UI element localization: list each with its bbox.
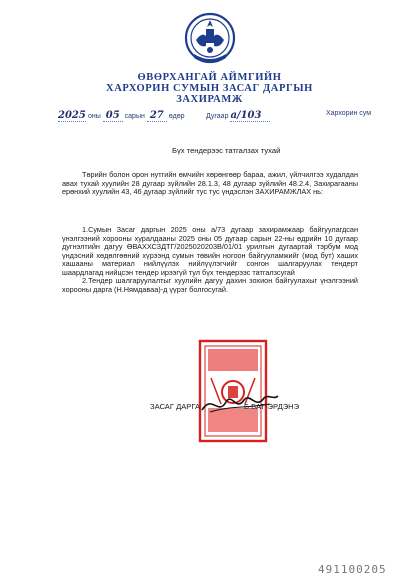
document-serial-number: 491100205 — [318, 563, 387, 576]
date-day: 27 — [147, 110, 167, 122]
decree-item-2: 2.Тендер шалгаруулалтыг хуулийн дагуу дахин зохион байгуулахыг үнэлгээний хорооны дарга (Н.Нямдаваа)-д үүрэг болгосугай. — [62, 276, 358, 294]
place-label: Хархорин сум — [326, 110, 372, 117]
number-label: Дугаар — [206, 113, 229, 120]
subject-title: Бүх тендерээс татгалзах тухай — [172, 146, 281, 155]
decree-number: а/103 — [230, 110, 270, 122]
date-year: 2025 — [58, 110, 86, 121]
decree-items — [62, 226, 358, 294]
date-month: 05 — [103, 110, 123, 122]
header-line-aimag: ӨВӨРХАНГАЙ АЙМГИЙН — [137, 72, 282, 83]
header-line-office: ХАРХОРИН СУМЫН ЗАСАГ ДАРГЫН — [106, 83, 313, 94]
date-month-suffix: сарын — [124, 113, 145, 120]
date-field — [58, 110, 185, 122]
signatory-name: Б.БАТ-ЭРДЭНЭ — [244, 402, 300, 411]
decree-number-field — [206, 110, 270, 122]
preamble-paragraph: Төрийн болон орон нутгийн өмчийн хөрөнгөөр бараа, ажил, үйлчилгээ худалдан авах тухай хуулийн 28 дугаар зүйлийн 28.1.3, 48 дугаар зүйлийн 48.2.4, Захирагааны ерөнхий хуулийн 43, 46 дугаар зүйлийг тус тус үндэслэн ЗАХИРАМЖЛАХ нь: — [62, 170, 358, 196]
header-line-decree: ЗАХИРАМЖ — [176, 94, 243, 105]
signatory-title: ЗАСАГ ДАРГА — [150, 402, 201, 411]
decree-item-1: 1.Сумын Засаг даргын 2025 оны а/73 дугаар захирамжаар байгуулагдсан үнэлгээний хорооны хуралдааны 2025 оны 05 дугаар сарын 22-ны өдрийн 10 дугаар дугнэлтийн дагуу ӨВАХХСЗДТГ/2025020203В/01/01 урилгын дугаартай тэрбум мод үндэсний хөдөлгөөний хүрээнд сумын төвийн ногоон байгууламжийг (мод бут) хаших хашааны материал нийлүүлэх нийлүүлэгчийг сонгон шалгаруулах тендерт шаардлагад нийцсэн тендер ирээгүй тул бүх тендерээс татгалзсугай — [62, 225, 358, 277]
state-emblem-icon — [184, 10, 236, 70]
date-year-suffix: оны — [87, 113, 101, 120]
date-day-suffix: өдөр — [168, 113, 185, 120]
